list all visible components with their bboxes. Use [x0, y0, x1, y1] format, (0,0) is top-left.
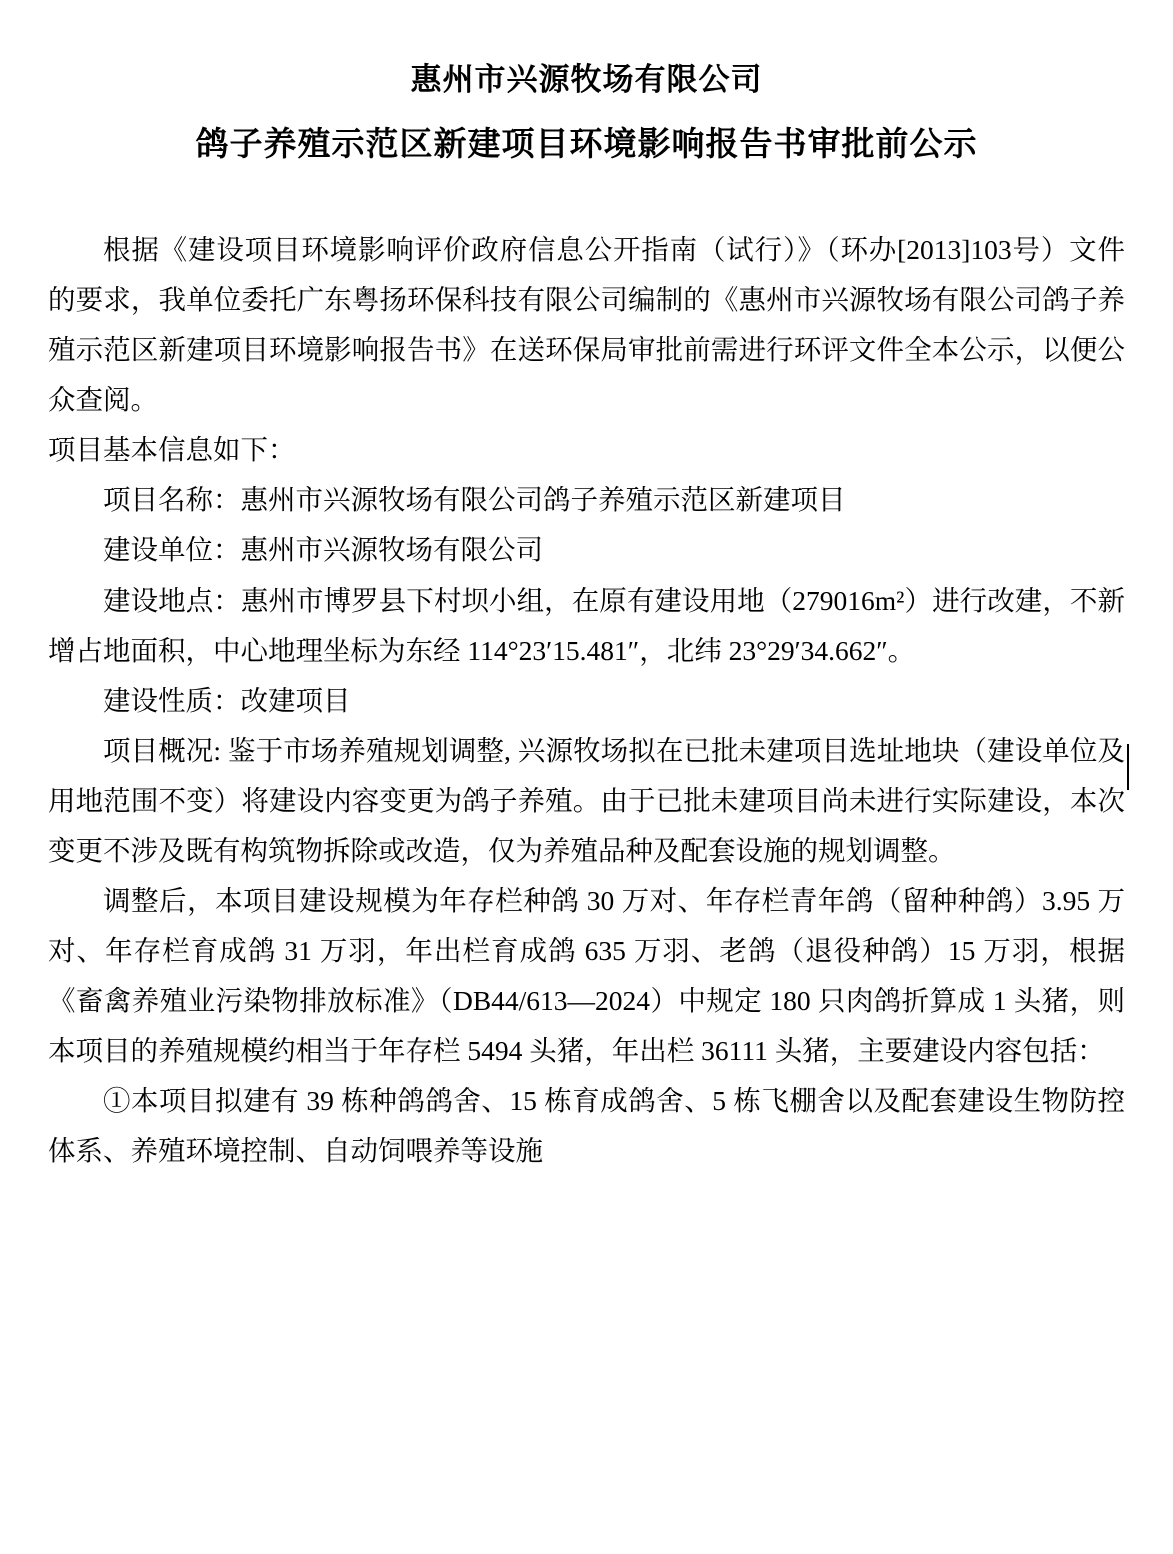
- paragraph-construction-content-item-1: ①本项目拟建有 39 栋种鸽鸽舍、15 栋育成鸽舍、5 栋飞棚舍以及配套建设生物防控体系、养殖环境控制、自动饲喂养等设施: [48, 1084, 1125, 1167]
- paragraph-project-name: 项目名称：惠州市兴源牧场有限公司鸽子养殖示范区新建项目: [103, 484, 846, 516]
- paragraph-project-overview: 项目概况: 鉴于市场养殖规划调整, 兴源牧场拟在已批未建项目选址地块（建设单位及用地范围不变）将建设内容变更为鸽子养殖。由于已批未建项目尚未进行实际建设，本次变更不涉及既有构筑物拆除或改造，仅为养殖品种及配套设施的规划调整。: [48, 734, 1125, 866]
- title-line-1: 惠州市兴源牧场有限公司: [410, 62, 763, 97]
- document-body: [48, 225, 1125, 1176]
- page-title: [48, 56, 1125, 171]
- text-cursor: [1127, 744, 1129, 790]
- paragraph-construction-nature: 建设性质：改建项目: [103, 684, 351, 716]
- paragraph-construction-site: 建设地点：惠州市博罗县下村坝小组，在原有建设用地（279016m²）进行改建，不新增占地面积，中心地理坐标为东经 114°23′15.481″，北纬 23°29′34.662″。: [48, 584, 1125, 666]
- paragraph-intro: 根据《建设项目环境影响评价政府信息公开指南（试行）》（环办[2013]103号）文件的要求，我单位委托广东粤扬环保科技有限公司编制的《惠州市兴源牧场有限公司鸽子养殖示范区新建项目环境影响报告书》在送环保局审批前需进行环评文件全本公示，以便公众查阅。: [48, 234, 1125, 416]
- title-line-2: 鸽子养殖示范区新建项目环境影响报告书审批前公示: [195, 127, 978, 164]
- paragraph-scale-after-adjustment: 调整后，本项目建设规模为年存栏种鸽 30 万对、年存栏青年鸽（留种种鸽）3.95 万对、年存栏育成鸽 31 万羽，年出栏育成鸽 635 万羽、老鸽（退役种鸽）15 万羽，根据《畜禽养殖业污染物排放标准》（DB44/613—2024）中规定 180 只肉鸽折算成 1 头猪，则本项目的养殖规模约相当于年存栏 5494 头猪，年出栏 36111 头猪，主要建设内容包括：: [48, 884, 1125, 1066]
- paragraph-basic-info-heading: 项目基本信息如下：: [48, 434, 296, 466]
- paragraph-construction-unit: 建设单位：惠州市兴源牧场有限公司: [103, 534, 543, 566]
